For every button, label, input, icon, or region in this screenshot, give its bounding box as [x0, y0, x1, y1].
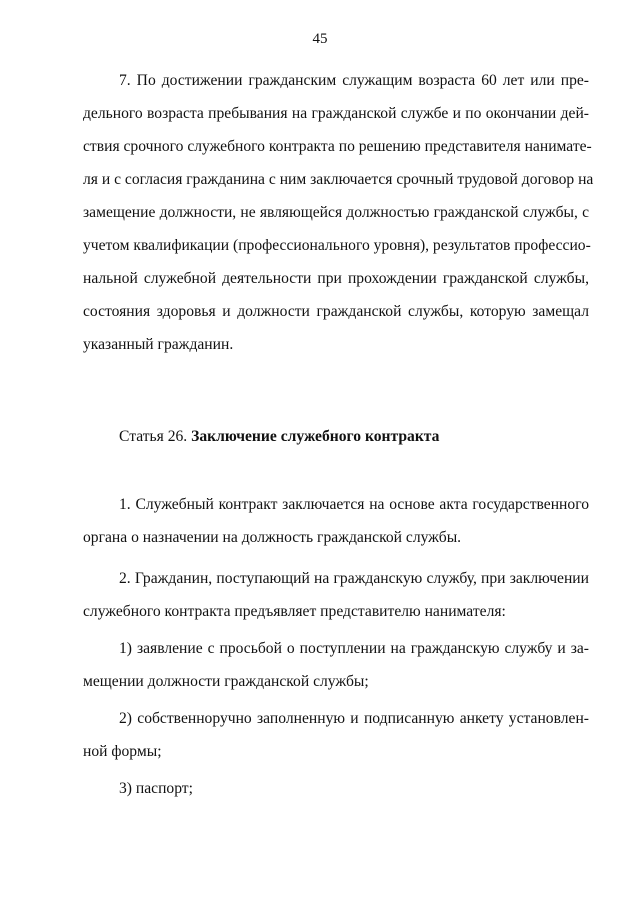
paragraph-line: 7. По достижении гражданским служащим возраста 60 лет или пре- — [119, 72, 589, 89]
list-item-1 — [83, 632, 589, 698]
paragraph-line: органа о назначении на должность гражданской службы. — [83, 529, 462, 546]
paragraph-line: состояния здоровья и должности гражданской службы, которую замещал — [83, 303, 589, 320]
paragraph-line: ля и с согласия гражданина с ним заключается срочный трудовой договор на — [83, 171, 594, 188]
list-item-line: 3) паспорт; — [119, 780, 193, 797]
list-item-line: ной формы; — [83, 743, 162, 760]
paragraph-line: 2. Гражданин, поступающий на гражданскую службу, при заключении — [119, 570, 589, 587]
paragraph-1 — [83, 488, 589, 554]
list-item-line: 2) собственноручно заполненную и подписанную анкету установлен- — [119, 710, 589, 727]
article-label: Статья 26. — [119, 428, 192, 445]
paragraph-line: нальной служебной деятельности при прохождении гражданской службы, — [83, 270, 589, 287]
paragraph-7 — [83, 64, 594, 361]
article-title: Заключение служебного контракта — [191, 428, 440, 445]
paragraph-line: замещение должности, не являющейся должностью гражданской службы, с — [83, 204, 589, 221]
paragraph-line: ствия срочного служебного контракта по решению представителя нанимате- — [83, 138, 592, 155]
article-heading — [83, 420, 589, 453]
paragraph-line: служебного контракта предъявляет представителю нанимателя: — [83, 603, 506, 620]
paragraph-2 — [83, 562, 589, 628]
list-item-line: мещении должности гражданской службы; — [83, 673, 369, 690]
paragraph-line: дельного возраста пребывания на гражданской службе и по окончании дей- — [83, 105, 589, 122]
article-heading-line — [83, 420, 589, 453]
list-item-line: 1) заявление с просьбой о поступлении на гражданскую службу и за- — [119, 640, 589, 657]
list-item-2 — [83, 702, 589, 768]
paragraph-line: 1. Служебный контракт заключается на основе акта государственного — [119, 496, 589, 513]
list-item-3 — [83, 772, 589, 805]
page-number: 45 — [312, 31, 328, 47]
paragraph-line: учетом квалификации (профессионального уровня), результатов профессио- — [83, 237, 591, 254]
paragraph-line: указанный гражданин. — [83, 336, 234, 353]
